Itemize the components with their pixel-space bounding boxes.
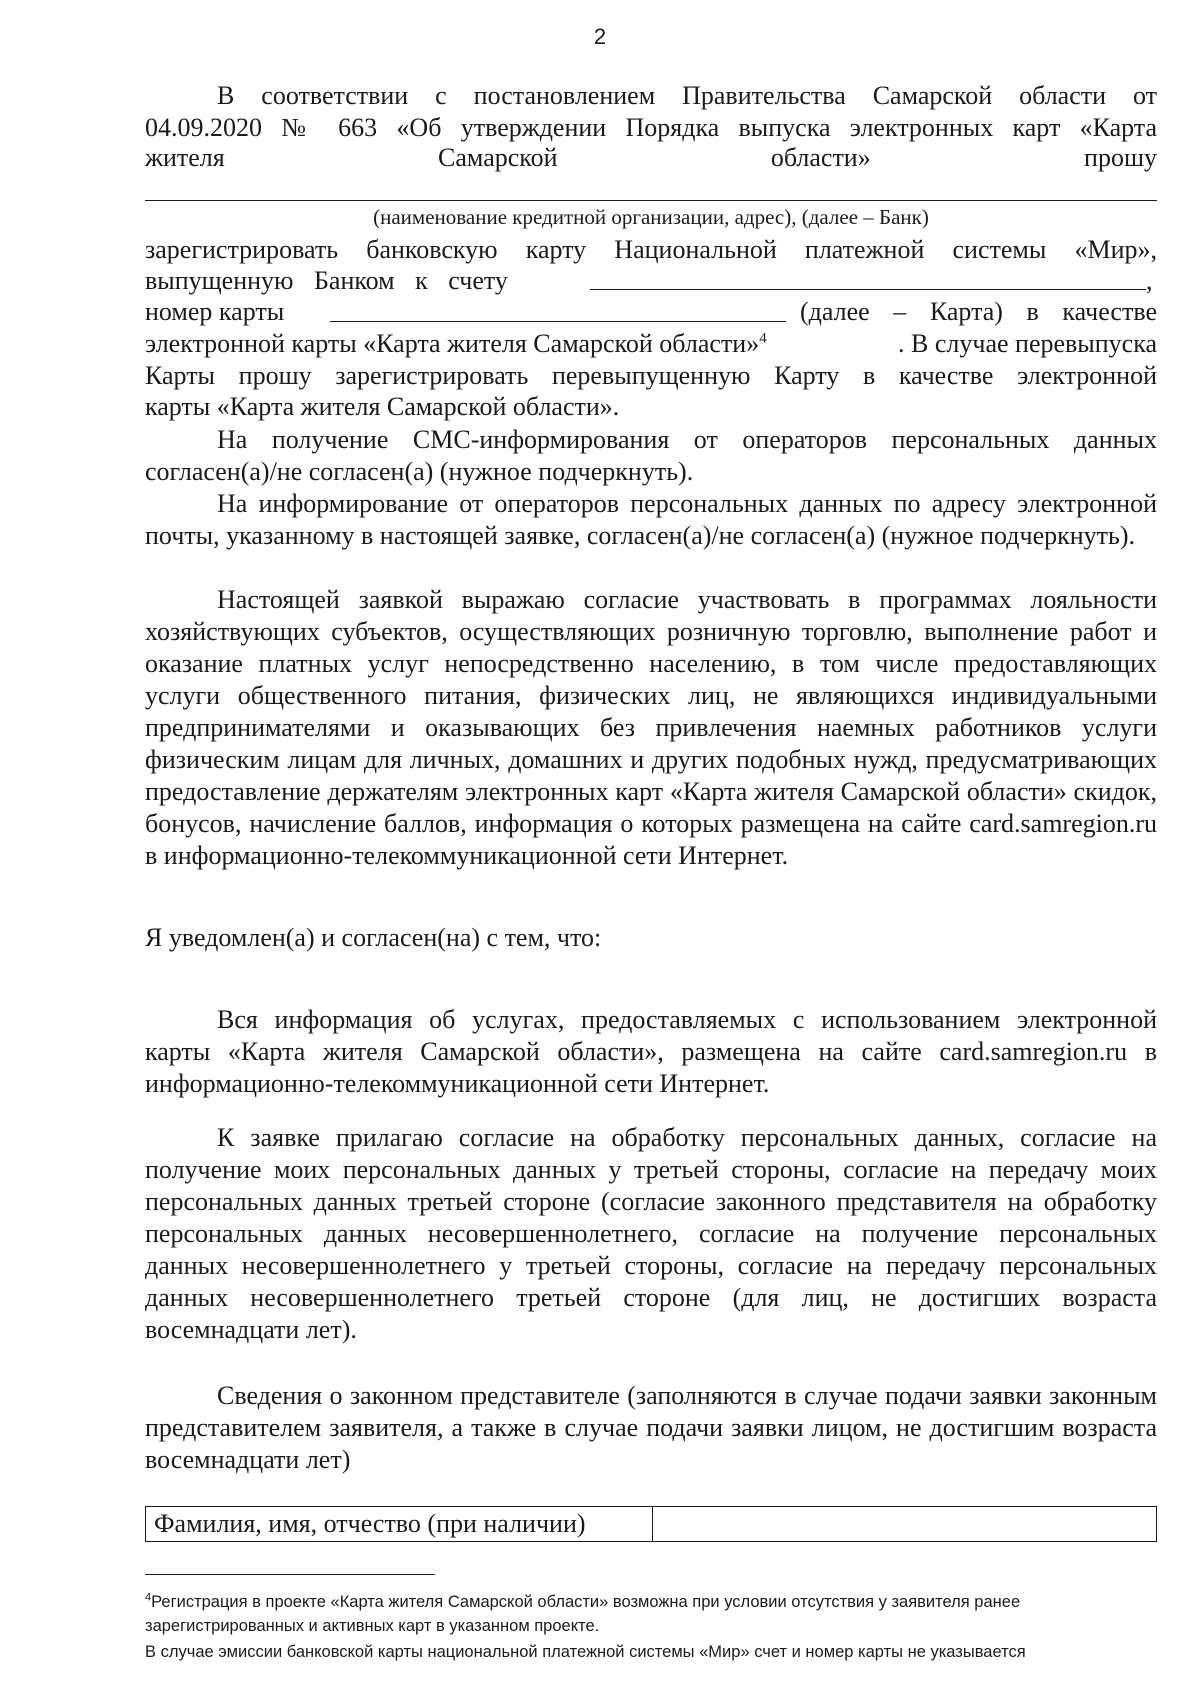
attach-text: К заявке прилагаю согласие на обработку персональных данных, согласие на получение моих персональных данных у третьей стороны, согласие на передачу моих персональных данных третьей стороне (согласие законного представителя на обработку персональных данных несовершеннолетнего, согласие на получение персональных данных несовершеннолетнего у третьей стороны, согласие на передачу персональных данных несовершеннолетнего третьей стороне (для лиц, не достигших возраста восемнадцати лет). — [145, 1123, 1157, 1344]
intro-word: прошу — [1084, 143, 1157, 172]
register-line-4-text — [145, 328, 767, 360]
intro-word: жителя — [145, 143, 225, 172]
email-text: На информирование от операторов персональных данных по адресу электронной почты, указанному в настоящей заявке, согласен(а)/не согласен(а) (нужное подчеркнуть). — [145, 489, 1157, 550]
register-line-1: зарегистрировать банковскую карту Национальной платежной системы «Мир», — [145, 235, 1157, 264]
services-text: Вся информация об услугах, предоставляемых с использованием электронной карты «Карта жителя Самарской области», размещена на сайте card.samregion.ru в информационно-телекоммуникационной сети Интернет. — [145, 1005, 1157, 1098]
register-line-5: Карты прошу зарегистрировать перевыпущенную Карту в качестве электронной — [145, 361, 1157, 390]
email-paragraph — [145, 488, 1157, 552]
fio-value-cell[interactable] — [653, 1507, 1157, 1542]
loyalty-paragraph — [145, 584, 1157, 872]
intro-word: области» — [770, 143, 871, 172]
register-line-4 — [145, 328, 1157, 360]
footnote-1 — [145, 1590, 1157, 1638]
account-label: выпущенную Банком к счету — [145, 266, 508, 295]
register-line-6: карты «Карта жителя Самарской области». — [145, 392, 620, 421]
sms-text: На получение СМС-информирования от операторов персональных данных согласен(а)/не согласен(а) (нужное подчеркнуть). — [145, 425, 1157, 486]
loyalty-text: Настоящей заявкой выражаю согласие участвовать в программах лояльности хозяйствующих субъектов, осуществляющих розничную торговлю, выполнение работ и оказание платных услуг непосредственно населению, в том числе предоставляющих услуги общественного питания, физических лиц, не являющихся индивидуальными предпринимателями и оказывающих без привлечения наемных работников услуги физическим лицам для личных, домашних и других подобных нужд, предусматривающих предоставление держателям электронных карт «Карта жителя Самарской области» скидок, бонусов, начисление баллов, информация о которых размещена на сайте card.samregion.ru в информационно-телекоммуникационной сети Интернет. — [145, 585, 1157, 870]
fio-label: Фамилия, имя, отчество (при наличии) — [146, 1507, 653, 1542]
bank-name-fill-line[interactable] — [145, 200, 1157, 201]
sms-paragraph — [145, 424, 1157, 488]
page-number: 2 — [593, 24, 607, 49]
card-suffix: (далее – Карта) в качестве — [800, 297, 1157, 326]
notified-text: Я уведомлен(а) и согласен(на) с тем, что: — [145, 923, 602, 952]
intro-line-3 — [145, 142, 1157, 174]
card-name-text: электронной карты «Карта жителя Самарской области» — [145, 329, 760, 358]
footnote-ref: 4 — [759, 330, 767, 347]
intro-line-2: 04.09.2020 № 663 «Об утверждении Порядка выпуска электронных карт «Карта — [145, 113, 1157, 142]
account-number-fill-line[interactable] — [590, 289, 1146, 290]
card-label: номер карты — [145, 297, 285, 326]
intro-line-1: В соответствии с постановлением Правительства Самарской области от — [217, 81, 1157, 110]
footnote-separator — [145, 1574, 435, 1575]
attach-paragraph — [145, 1122, 1157, 1346]
notified-line — [145, 922, 1157, 954]
reissue-text: . В случае перевыпуска — [898, 329, 1157, 358]
representative-text: Сведения о законном представителе (заполняются в случае подачи заявки законным представителем заявителя, а также в случае подачи заявки лицом, не достигшим возраста восемнадцати лет) — [145, 1381, 1157, 1474]
services-paragraph — [145, 1004, 1157, 1100]
footnote-1-text: Регистрация в проекте «Карта жителя Самарской области» возможна при условии отсутствия у заявителя ранее зарегистрированных и активных карт в указанном проекте. — [145, 1593, 1021, 1635]
representative-table — [145, 1506, 1157, 1542]
footnote-mark: 4 — [145, 1591, 152, 1604]
footnote-2: В случае эмиссии банковской карты национальной платежной системы «Мир» счет и номер карты не указывается — [145, 1643, 1026, 1661]
card-number-fill-line[interactable] — [330, 321, 786, 322]
register-line-2 — [145, 265, 1157, 297]
table-row — [146, 1507, 1157, 1542]
intro-word: Самарской — [438, 143, 558, 172]
comma: , — [1146, 266, 1153, 295]
bank-caption: (наименование кредитной организации, адрес), (далее – Банк) — [373, 205, 929, 229]
representative-paragraph — [145, 1380, 1157, 1476]
